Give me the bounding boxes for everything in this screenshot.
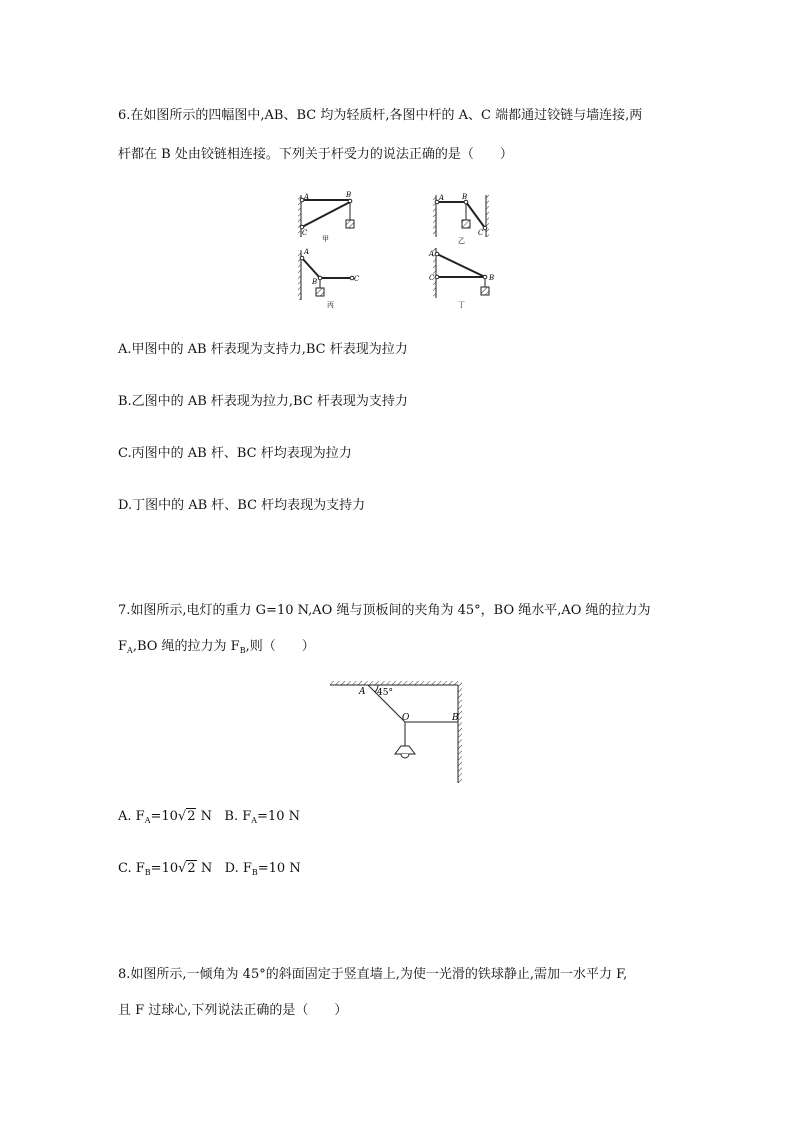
- q6-option-a: A.甲图中的 AB 杆表现为支持力,BC 杆表现为拉力: [118, 342, 408, 357]
- figure-jia: [298, 191, 354, 243]
- label-b: B: [346, 191, 352, 199]
- svg-text:B: B: [489, 274, 495, 282]
- q7-options-cd: C. $F_B=10√2$ N D. $F_B=10$ N: [118, 861, 301, 877]
- q6-stem-line2: 杆都在 B 处由铰链相连接。下列关于杆受力的说法正确的是（ ）: [118, 147, 513, 162]
- q6-figure: [290, 190, 510, 320]
- svg-text:C: C: [478, 229, 484, 237]
- caption-yi: 乙: [458, 237, 465, 245]
- svg-text:A: A: [429, 250, 435, 258]
- svg-text:B: B: [462, 193, 468, 201]
- svg-text:A: A: [304, 248, 310, 256]
- q6-option-c: C.丙图中的 AB 杆、BC 杆均表现为拉力: [118, 446, 352, 461]
- q7-stem-line2: $F_A,BO$ 绳的拉力为 $F_B$,则（ ）: [118, 639, 315, 655]
- q7-figure: [325, 678, 470, 786]
- caption-jia: 甲: [322, 235, 329, 243]
- svg-text:A: A: [439, 194, 445, 202]
- q8-stem-line1: 8.如图所示,一倾角为 45°的斜面固定于竖直墙上,为使一光滑的铁球静止,需加一水平力 F,: [118, 967, 628, 982]
- q7-label-a: A: [359, 687, 366, 697]
- figure-yi: [433, 193, 489, 245]
- q7-angle-label: 45°: [377, 688, 393, 698]
- q8-stem-line2: 且 F 过球心,下列说法正确的是（ ）: [118, 1003, 348, 1018]
- q7-label-o: O: [402, 713, 410, 723]
- caption-ding: 丁: [458, 301, 465, 309]
- caption-bing: 丙: [327, 301, 334, 309]
- q6-option-b: B.乙图中的 AB 杆表现为拉力,BC 杆表现为支持力: [118, 394, 408, 409]
- q7-label-b: B: [452, 713, 459, 723]
- q7-options-ab: A. $F_A=10√2$ N B. $F_A=10$ N: [118, 809, 300, 825]
- label-c: C: [302, 229, 308, 237]
- svg-text:C: C: [354, 275, 360, 283]
- q6-stem-line1: 6.在如图所示的四幅图中,AB、BC 均为轻质杆,各图中杆的 A、C 端都通过铰链与墙连接,两: [118, 108, 643, 123]
- figure-bing: [298, 248, 360, 309]
- label-a: A: [304, 193, 310, 201]
- svg-text:B: B: [312, 278, 318, 286]
- svg-text:C: C: [429, 274, 435, 282]
- q6-option-d: D.丁图中的 AB 杆、BC 杆均表现为支持力: [118, 498, 366, 513]
- q7-stem-line1: 7.如图所示,电灯的重力 G=10 N,AO 绳与顶板间的夹角为 45°，BO 绳水平,AO 绳的拉力为: [118, 603, 651, 618]
- figure-ding: [428, 248, 494, 309]
